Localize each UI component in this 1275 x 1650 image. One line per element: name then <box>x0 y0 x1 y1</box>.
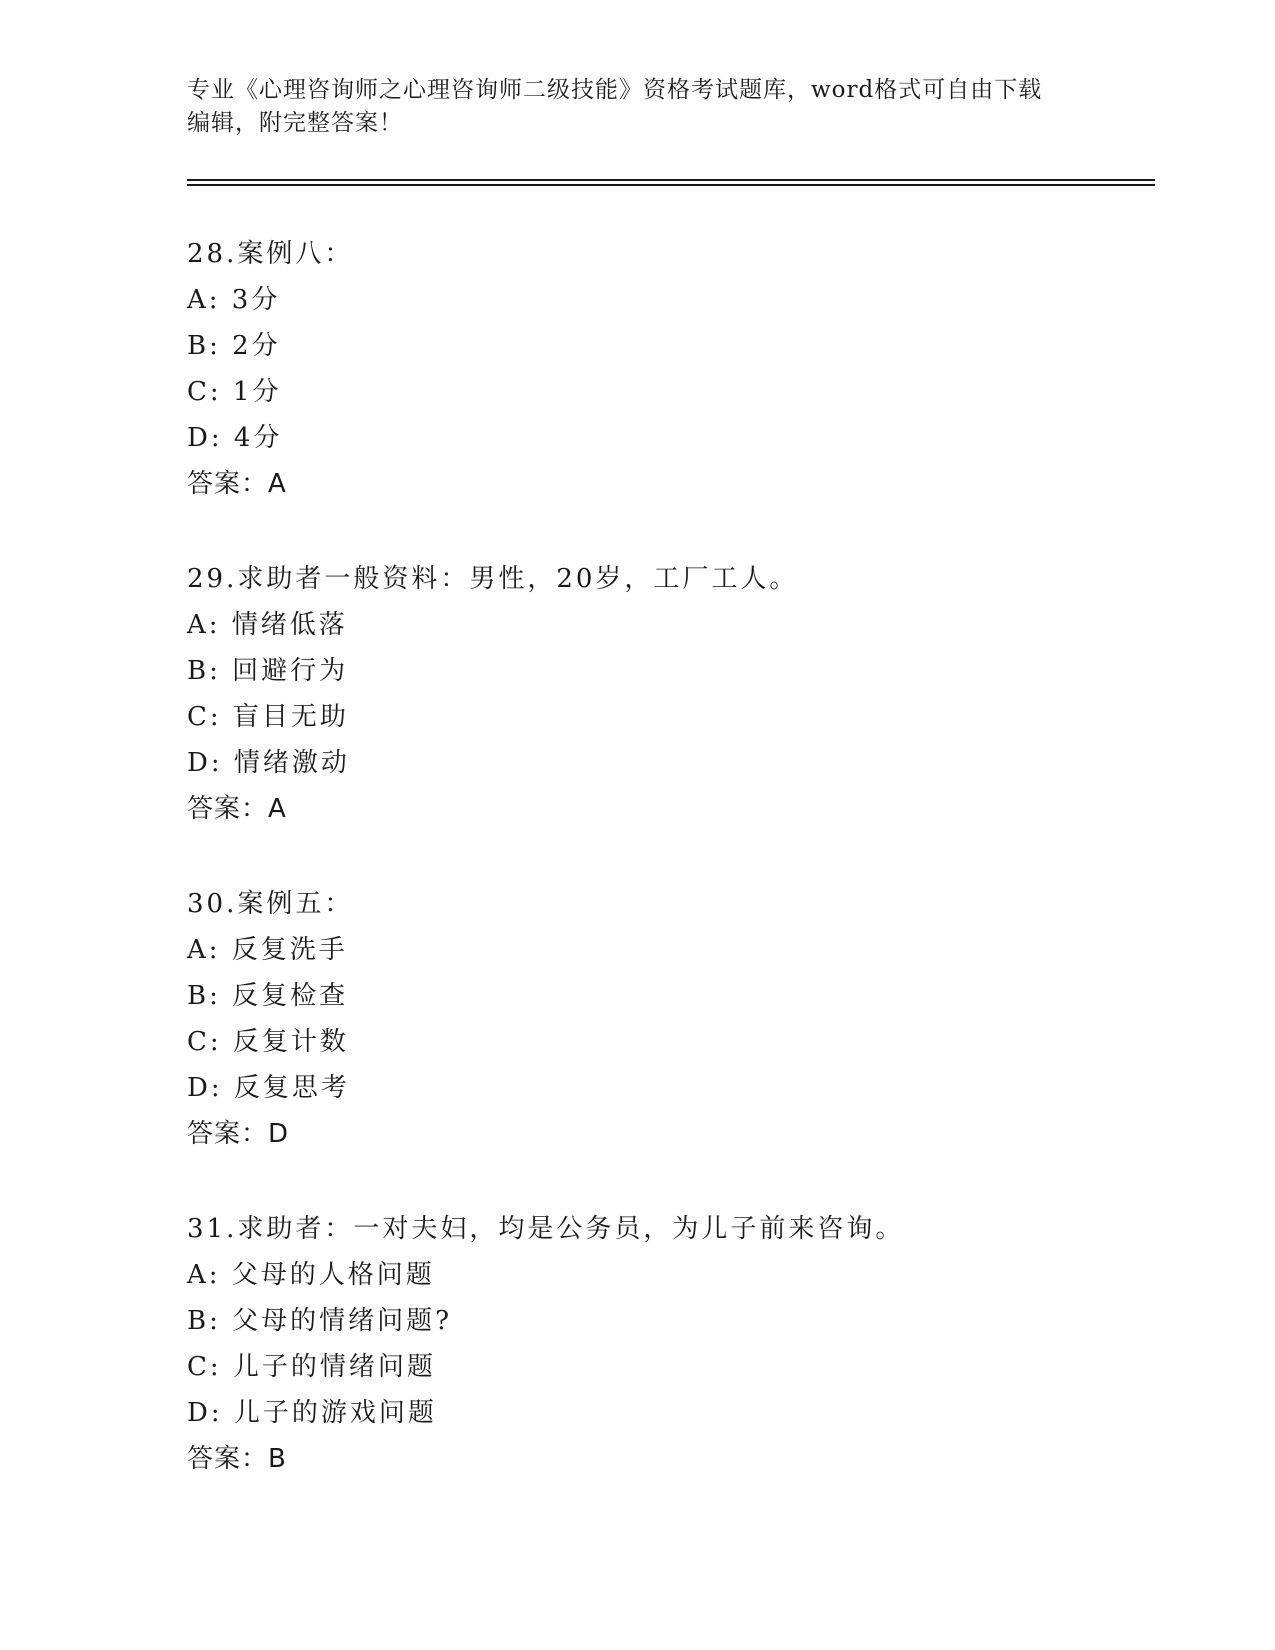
option-b: B: 反复检查 <box>187 981 349 1011</box>
option-d: D: 情绪激动 <box>187 748 350 778</box>
question-stem: 30.案例五： <box>187 889 354 919</box>
answer-label: 答案：A <box>187 469 287 499</box>
option-a: A: 反复洗手 <box>187 935 348 965</box>
option-d: D: 4分 <box>187 423 283 453</box>
option-a: A: 情绪低落 <box>187 610 348 640</box>
answer-label: 答案：D <box>187 1119 290 1149</box>
header-line-1: 专业《心理咨询师之心理咨询师二级技能》资格考试题库，word格式可自由下载 <box>187 77 1043 103</box>
option-b: B: 回避行为 <box>187 656 349 686</box>
option-c: C: 盲目无助 <box>187 702 349 732</box>
option-a: A: 3分 <box>187 285 281 315</box>
option-c: C: 儿子的情绪问题 <box>187 1352 436 1382</box>
option-a: A: 父母的人格问题 <box>187 1260 435 1290</box>
option-c: C: 1分 <box>187 377 282 407</box>
question-list <box>187 238 1187 1538</box>
option-b: B: 2分 <box>187 331 281 361</box>
option-b: B: 父母的情绪问题? <box>187 1306 453 1336</box>
question-30 <box>187 888 1187 1164</box>
header-line-2: 编辑，附完整答案！ <box>187 110 403 136</box>
document-header <box>187 74 1087 140</box>
option-d: D: 儿子的游戏问题 <box>187 1398 437 1428</box>
answer-label: 答案：B <box>187 1444 287 1474</box>
option-d: D: 反复思考 <box>187 1073 350 1103</box>
option-c: C: 反复计数 <box>187 1027 349 1057</box>
question-stem: 31.求助者：一对夫妇，均是公务员，为儿子前来咨询。 <box>187 1214 905 1244</box>
question-stem: 28.案例八： <box>187 239 354 269</box>
question-29 <box>187 563 1187 839</box>
question-stem: 29.求助者一般资料：男性，20岁，工厂工人。 <box>187 564 799 594</box>
header-divider-bottom <box>187 184 1155 186</box>
answer-label: 答案：A <box>187 794 287 824</box>
question-28 <box>187 238 1187 514</box>
question-31 <box>187 1213 1187 1489</box>
header-divider-top <box>187 179 1155 181</box>
